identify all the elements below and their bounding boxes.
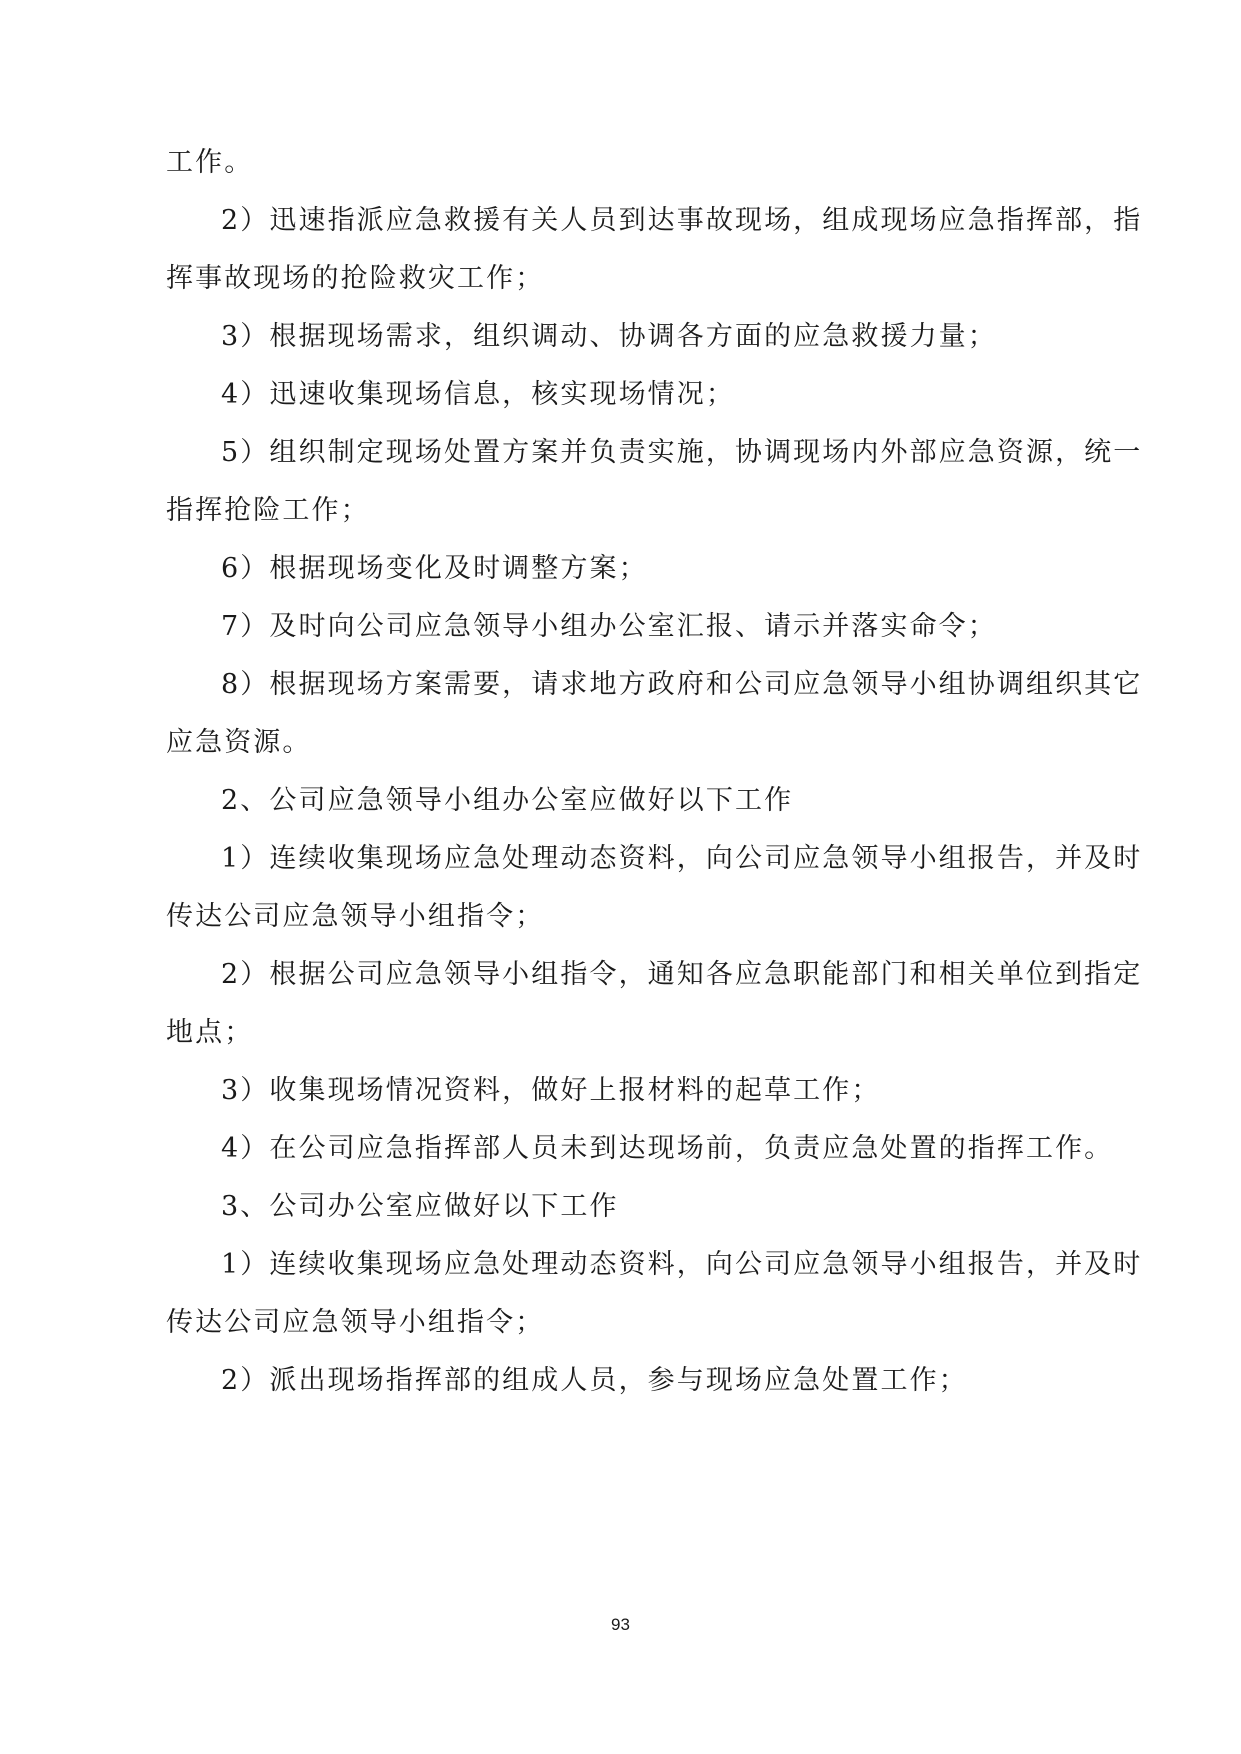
text-line: 8）根据现场方案需要，请求地方政府和公司应急领导小组协调组织其它	[221, 669, 1143, 700]
text-line: 3）收集现场情况资料，做好上报材料的起草工作；	[221, 1075, 881, 1106]
text-line: 传达公司应急领导小组指令；	[166, 901, 545, 932]
text-line: 指挥抢险工作；	[166, 495, 370, 526]
section-heading: 2、公司应急领导小组办公室应做好以下工作	[221, 785, 794, 816]
text-line: 2）根据公司应急领导小组指令，通知各应急职能部门和相关单位到指定	[221, 959, 1143, 990]
text-line: 6）根据现场变化及时调整方案；	[221, 553, 648, 584]
section-heading: 3、公司办公室应做好以下工作	[221, 1191, 619, 1222]
text-line: 工作。	[166, 147, 254, 178]
text-line: 1）连续收集现场应急处理动态资料，向公司应急领导小组报告，并及时	[221, 1249, 1143, 1280]
text-line: 4）迅速收集现场信息，核实现场情况；	[221, 379, 735, 410]
text-line: 传达公司应急领导小组指令；	[166, 1307, 545, 1338]
text-line: 2）派出现场指挥部的组成人员，参与现场应急处置工作；	[221, 1365, 968, 1396]
text-line: 3）根据现场需求，组织调动、协调各方面的应急救援力量；	[221, 321, 997, 352]
text-line: 7）及时向公司应急领导小组办公室汇报、请示并落实命令；	[221, 611, 997, 642]
text-line: 2）迅速指派应急救援有关人员到达事故现场，组成现场应急指挥部，指	[221, 205, 1143, 236]
text-line: 4）在公司应急指挥部人员未到达现场前，负责应急处置的指挥工作。	[221, 1133, 1114, 1164]
text-line: 5）组织制定现场处置方案并负责实施，协调现场内外部应急资源，统一	[221, 437, 1143, 468]
text-line: 应急资源。	[166, 727, 312, 758]
text-line: 1）连续收集现场应急处理动态资料，向公司应急领导小组报告，并及时	[221, 843, 1143, 874]
page-number: 93	[611, 1615, 630, 1634]
text-line: 地点；	[166, 1017, 254, 1048]
text-line: 挥事故现场的抢险救灾工作；	[166, 263, 545, 294]
